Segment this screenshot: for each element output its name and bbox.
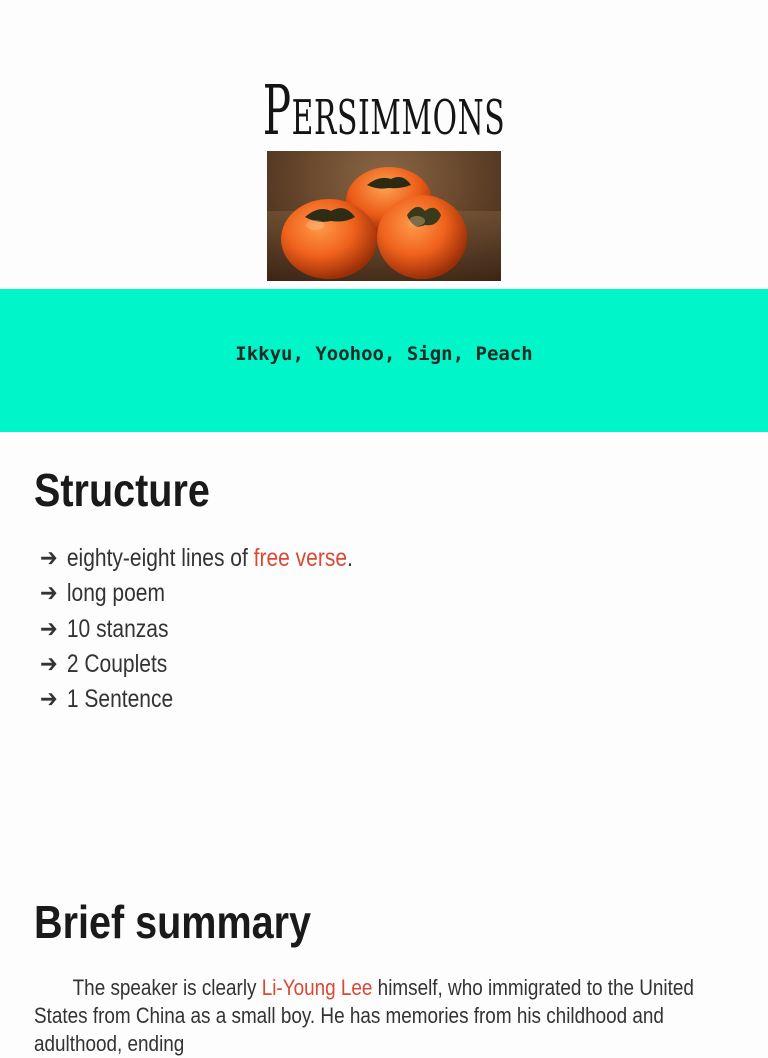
persimmons-illustration [267,151,501,281]
structure-heading: Structure [34,464,210,516]
list-item-text: eighty-eight lines of [66,544,254,572]
summary-heading: Brief summary [34,896,312,948]
list-item-text: 10 stanzas [66,614,169,643]
list-item [40,647,353,682]
arrow-right-icon: ➔ [40,649,58,678]
list-item [40,576,353,611]
list-item-text: 1 Sentence [66,685,174,714]
arrow-right-icon: ➔ [40,579,58,608]
summary-text-start: The speaker is clearly [72,975,262,1000]
subtitle: Ikkyu, Yoohoo, Sign, Peach [235,343,533,365]
list-item-text: long poem [66,579,165,608]
summary-text-rest: himself, who immigrated to the United States from China as a small boy. He has memories from his childhood and adulthood, ending [34,975,694,1056]
title-slide [0,0,768,290]
arrow-right-icon: ➔ [40,685,58,714]
list-item-text: 2 Couplets [66,649,168,678]
arrow-right-icon: ➔ [40,614,58,643]
persimmons-photo [267,151,501,281]
list-item [40,612,353,647]
summary-paragraph [34,974,698,1058]
subtitle-band [0,289,768,432]
list-item [40,541,353,576]
list-item-suffix: . [347,544,353,572]
free-verse-link[interactable]: free verse [253,544,348,572]
list-item [40,682,353,717]
li-young-lee-link[interactable]: Li-Young Lee [261,975,373,1000]
structure-list [40,541,412,717]
arrow-right-icon: ➔ [40,544,58,572]
page-title: Persimmons [262,72,506,151]
